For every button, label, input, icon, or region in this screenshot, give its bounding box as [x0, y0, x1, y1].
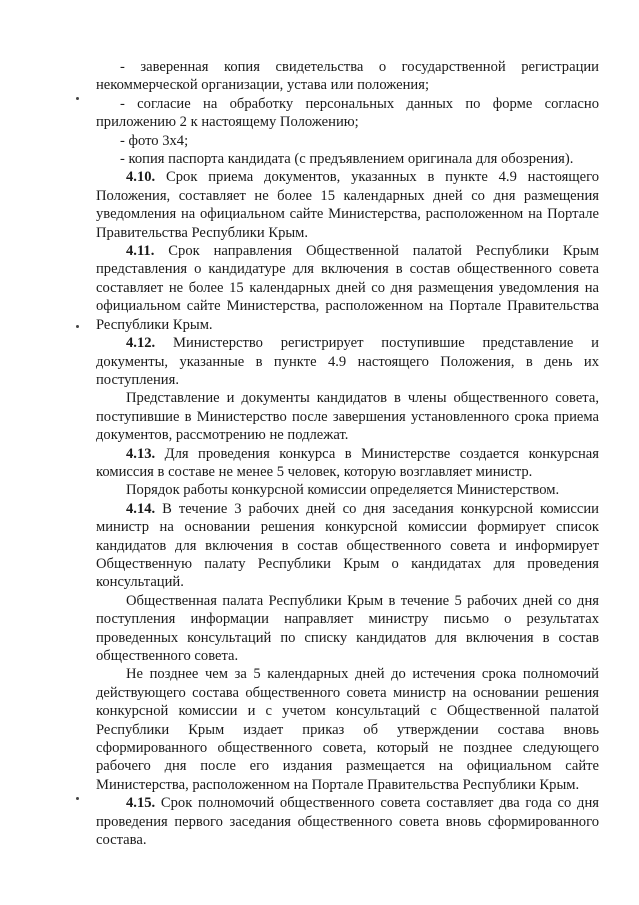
paragraph: Общественная палата Республики Крым в течение 5 рабочих дней со дня поступления информации направляет министру письмо о результатах проведенных консультаций по списку кандидатов для включения в состав общественного совета.	[96, 592, 599, 664]
paragraph: 4.14. В течение 3 рабочих дней со дня заседания конкурсной комиссии министр на основании решения конкурсной комиссии формирует список кандидатов для включения в состав общественного совета и информирует Общественную палату Республики Крым о кандидатах для проведения консультаций.	[96, 500, 599, 591]
clause-number: 4.11.	[126, 243, 155, 260]
clause-number: 4.14.	[126, 500, 156, 517]
paragraph: - фото 3х4;	[120, 132, 189, 149]
paragraph: Не позднее чем за 5 календарных дней до истечения срока полномочий действующего состава общественного совета министр на основании решения конкурсной комиссии и с учетом консультаций с Общественной палатой Республики Крым издает приказ об утверждении состава вновь сформированного общественного совета, который не позднее следующего рабочего дня после его издания размещается на официальном сайте Министерства, расположенном на Портале Правительства Республики Крым.	[96, 666, 599, 793]
clause-number: 4.13.	[126, 445, 156, 462]
paragraph: - заверенная копия свидетельства о государственной регистрации некоммерческой организации, устава или положения;	[96, 59, 599, 94]
clause-number: 4.15.	[126, 795, 156, 812]
clause-number: 4.12.	[126, 335, 156, 352]
clause-number: 4.10.	[126, 169, 156, 186]
paragraph: - согласие на обработку персональных данных по форме согласно приложению 2 к настоящему Положению;	[96, 95, 599, 131]
document-body	[96, 58, 599, 849]
margin-dot	[76, 325, 79, 328]
margin-dot	[76, 97, 79, 100]
paragraph: 4.11. Срок направления Общественной палатой Республики Крым представления о кандидатуре для включения в состав общественного совета составляет не более 15 календарных дней со дня размещения уведомления на официальном сайте Министерства, расположенном на Портале Правительства Республики Крым.	[96, 243, 599, 333]
margin-dot	[76, 797, 79, 800]
paragraph: Порядок работы конкурсной комиссии определяется Министерством.	[126, 482, 560, 499]
paragraph: 4.10. Срок приема документов, указанных в пункте 4.9 настоящего Положения, составляет не более 15 календарных дней со дня размещения уведомления на официальном сайте Министерства, расположенном на Портале Правительства Республики Крым.	[96, 169, 599, 241]
paragraph: 4.15. Срок полномочий общественного совета составляет два года со дня проведения первого заседания общественного совета вновь сформированного состава.	[96, 795, 599, 849]
paragraph: 4.13. Для проведения конкурса в Министерстве создается конкурсная комиссия в составе не менее 5 человек, которую возглавляет министр.	[96, 445, 600, 480]
paragraph: 4.12. Министерство регистрирует поступившие представление и документы, указанные в пункте 4.9 настоящего Положения, в день их поступления.	[96, 335, 599, 388]
paragraph: - копия паспорта кандидата (с предъявлением оригинала для обозрения).	[120, 151, 574, 168]
paragraph: Представление и документы кандидатов в члены общественного совета, поступившие в Министерство после завершения установленного срока приема документов, рассмотрению не подлежат.	[96, 390, 599, 444]
